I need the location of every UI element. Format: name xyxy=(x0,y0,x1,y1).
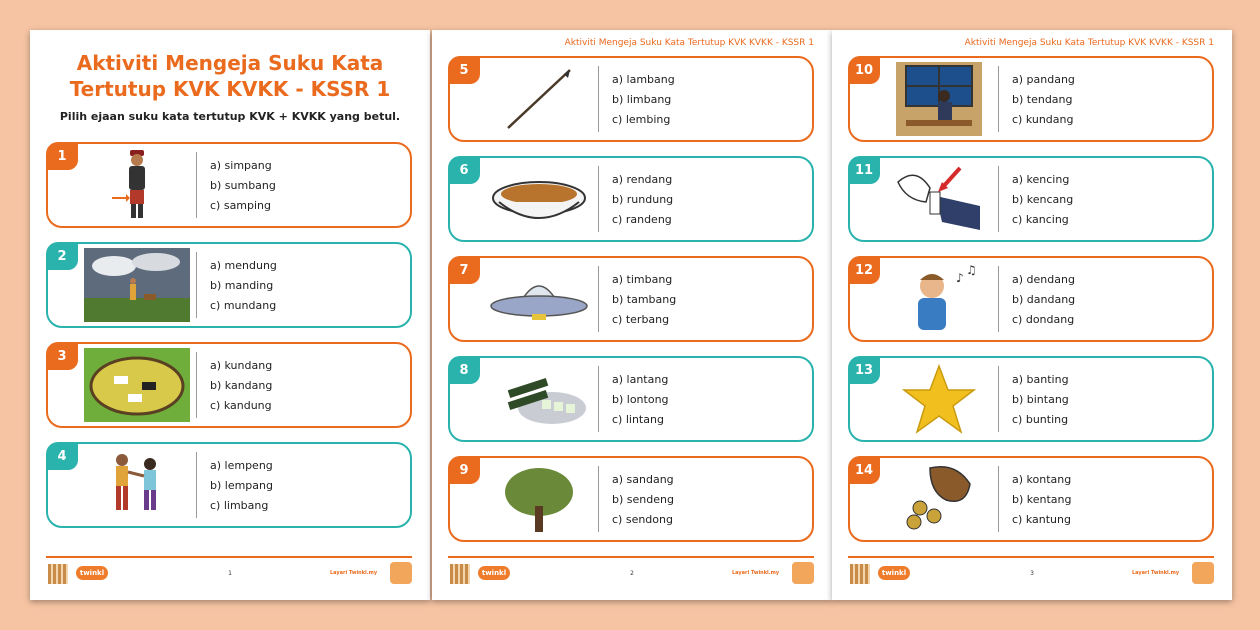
site-link[interactable]: Layari Twinkl.my xyxy=(1132,570,1180,576)
question-number: 5 xyxy=(448,56,480,84)
option-b[interactable]: b) lontong xyxy=(612,393,669,406)
svg-text:♫: ♫ xyxy=(966,263,977,277)
option-a[interactable]: a) pandang xyxy=(1012,73,1075,86)
option-c[interactable]: c) terbang xyxy=(612,313,670,326)
question-card-8 xyxy=(448,356,814,442)
worksheet-title xyxy=(30,50,430,102)
children-pushing-illustration xyxy=(84,448,190,522)
twinkl-logo: twinkl xyxy=(878,566,910,580)
divider xyxy=(598,466,599,532)
question-card-2 xyxy=(46,242,412,328)
option-b[interactable]: b) kencang xyxy=(1012,193,1074,206)
twinkl-logo: twinkl xyxy=(478,566,510,580)
question-number: 10 xyxy=(848,56,880,84)
options xyxy=(210,256,277,316)
option-b[interactable]: b) dandang xyxy=(1012,293,1076,306)
star-illustration xyxy=(886,362,992,436)
page-number: 2 xyxy=(630,570,634,577)
worksheet-page-1 xyxy=(30,30,430,600)
option-a[interactable]: a) lambang xyxy=(612,73,675,86)
spear-illustration xyxy=(486,62,592,136)
options xyxy=(612,170,673,230)
option-a[interactable]: a) timbang xyxy=(612,273,673,286)
divider xyxy=(196,352,197,418)
svg-text:♪: ♪ xyxy=(956,271,964,285)
options xyxy=(612,270,676,330)
boy-singing-illustration xyxy=(886,262,992,336)
divider xyxy=(998,466,999,532)
option-a[interactable]: a) lempeng xyxy=(210,459,273,472)
question-card-10 xyxy=(848,56,1214,142)
question-number: 14 xyxy=(848,456,880,484)
question-number: 8 xyxy=(448,356,480,384)
title-line-2: Tertutup KVK KVKK - KSSR 1 xyxy=(69,77,391,101)
footer-line xyxy=(448,556,814,558)
page-number: 1 xyxy=(228,570,232,577)
option-c[interactable]: c) kancing xyxy=(1012,213,1069,226)
money-bag-illustration xyxy=(886,462,992,536)
page-number: 3 xyxy=(1030,570,1034,577)
question-number: 6 xyxy=(448,156,480,184)
options xyxy=(1012,170,1073,230)
option-a[interactable]: a) mendung xyxy=(210,259,277,272)
rendang-dish-illustration xyxy=(486,162,592,236)
option-b[interactable]: b) tambang xyxy=(612,293,677,306)
option-c[interactable]: c) mundang xyxy=(210,299,277,312)
option-a[interactable]: a) banting xyxy=(1012,373,1069,386)
option-b[interactable]: b) sendeng xyxy=(612,493,674,506)
page-header: Aktiviti Mengeja Suku Kata Tertutup KVK KVKK - KSSR 1 xyxy=(964,38,1214,48)
option-c[interactable]: c) lintang xyxy=(612,413,664,426)
twinkl-logo: twinkl xyxy=(76,566,108,580)
divider xyxy=(196,452,197,518)
divider xyxy=(598,366,599,432)
question-number: 3 xyxy=(46,342,78,370)
twinkl-badge-icon xyxy=(390,562,412,584)
divider xyxy=(598,266,599,332)
question-card-5 xyxy=(448,56,814,142)
cloudy-field-illustration xyxy=(84,248,190,322)
options xyxy=(1012,370,1069,430)
option-b[interactable]: b) sumbang xyxy=(210,179,276,192)
option-c[interactable]: c) kundang xyxy=(1012,113,1074,126)
divider xyxy=(998,66,999,132)
option-c[interactable]: c) bunting xyxy=(1012,413,1069,426)
qr-code-icon xyxy=(850,564,870,584)
question-number: 2 xyxy=(46,242,78,270)
instruction-text: Pilih ejaan suku kata tertutup KVK + KVKK yang betul. xyxy=(59,110,401,123)
option-b[interactable]: b) kandang xyxy=(210,379,273,392)
option-c[interactable]: c) dondang xyxy=(1012,313,1075,326)
options xyxy=(210,156,276,216)
tree-illustration xyxy=(486,462,592,536)
cattle-pen-illustration xyxy=(84,348,190,422)
option-c[interactable]: c) sendong xyxy=(612,513,673,526)
question-card-9 xyxy=(448,456,814,542)
question-card-12 xyxy=(848,256,1214,342)
twinkl-badge-icon xyxy=(1192,562,1214,584)
option-a[interactable]: a) lantang xyxy=(612,373,669,386)
lontong-plate-illustration xyxy=(486,362,592,436)
option-a[interactable]: a) rendang xyxy=(612,173,673,186)
question-number: 4 xyxy=(46,442,78,470)
option-c[interactable]: c) limbang xyxy=(210,499,269,512)
site-link[interactable]: Layari Twinkl.my xyxy=(330,570,378,576)
question-number: 11 xyxy=(848,156,880,184)
question-card-3 xyxy=(46,342,412,428)
option-c[interactable]: c) kandung xyxy=(210,399,272,412)
question-card-6 xyxy=(448,156,814,242)
sleeve-cufflink-illustration xyxy=(886,162,992,236)
options xyxy=(210,456,273,516)
question-card-11 xyxy=(848,156,1214,242)
divider xyxy=(998,166,999,232)
question-number: 7 xyxy=(448,256,480,284)
option-c[interactable]: c) lembing xyxy=(612,113,671,126)
qr-code-icon xyxy=(48,564,68,584)
footer-line xyxy=(46,556,412,558)
options xyxy=(210,356,272,416)
option-b[interactable]: b) tendang xyxy=(1012,93,1073,106)
options xyxy=(612,470,674,530)
boy-by-window-illustration xyxy=(886,62,992,136)
options xyxy=(612,370,669,430)
question-number: 9 xyxy=(448,456,480,484)
option-a[interactable]: a) kundang xyxy=(210,359,273,372)
divider xyxy=(196,152,197,218)
option-b[interactable]: b) manding xyxy=(210,279,274,292)
divider xyxy=(598,66,599,132)
flying-saucer-illustration xyxy=(486,262,592,336)
options xyxy=(612,70,675,130)
title-line-1: Aktiviti Mengeja Suku Kata xyxy=(76,51,384,75)
options xyxy=(1012,270,1075,330)
page-header: Aktiviti Mengeja Suku Kata Tertutup KVK KVKK - KSSR 1 xyxy=(564,38,814,48)
option-a[interactable]: a) dendang xyxy=(1012,273,1075,286)
divider xyxy=(196,252,197,318)
question-card-4 xyxy=(46,442,412,528)
option-c[interactable]: c) randeng xyxy=(612,213,672,226)
question-card-13 xyxy=(848,356,1214,442)
option-b[interactable]: b) lempang xyxy=(210,479,273,492)
question-number: 12 xyxy=(848,256,880,284)
option-c[interactable]: c) kantung xyxy=(1012,513,1071,526)
worksheet-page-2 xyxy=(432,30,832,600)
question-card-7 xyxy=(448,256,814,342)
option-a[interactable]: a) kencing xyxy=(1012,173,1070,186)
option-a[interactable]: a) kontang xyxy=(1012,473,1072,486)
question-number: 13 xyxy=(848,356,880,384)
question-card-14 xyxy=(848,456,1214,542)
site-link[interactable]: Layari Twinkl.my xyxy=(732,570,780,576)
twinkl-badge-icon xyxy=(792,562,814,584)
options xyxy=(1012,470,1072,530)
option-b[interactable]: b) rundung xyxy=(612,193,674,206)
option-b[interactable]: b) kentang xyxy=(1012,493,1072,506)
option-b[interactable]: b) bintang xyxy=(1012,393,1069,406)
question-number: 1 xyxy=(46,142,78,170)
man-sarong-illustration xyxy=(84,148,190,222)
question-card-1 xyxy=(46,142,412,228)
option-c[interactable]: c) samping xyxy=(210,199,272,212)
option-a[interactable]: a) sandang xyxy=(612,473,674,486)
option-b[interactable]: b) limbang xyxy=(612,93,672,106)
worksheet-page-3 xyxy=(832,30,1232,600)
divider xyxy=(998,366,999,432)
options xyxy=(1012,70,1075,130)
option-a[interactable]: a) simpang xyxy=(210,159,272,172)
divider xyxy=(598,166,599,232)
qr-code-icon xyxy=(450,564,470,584)
footer-line xyxy=(848,556,1214,558)
divider xyxy=(998,266,999,332)
